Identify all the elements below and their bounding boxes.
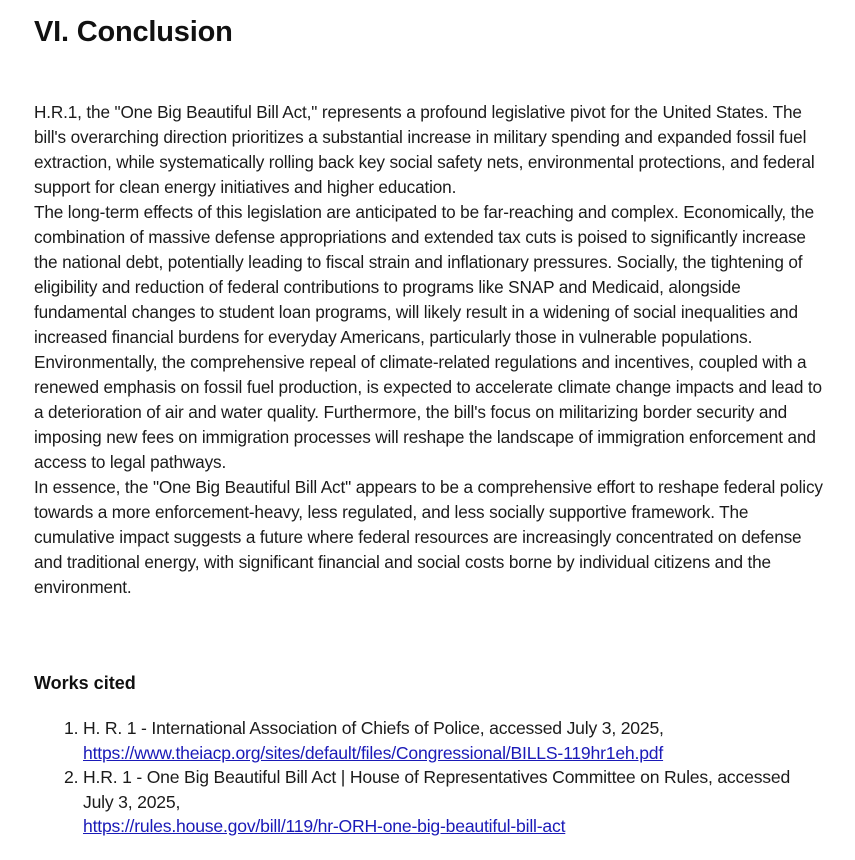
paragraph-3: In essence, the "One Big Beautiful Bill Act" appears to be a comprehensive effort to reshape federal policy towards a more enforcement-heavy, less regulated, and less socially supportive framework. The cumulative impact suggests a future where federal resources are increasingly concentrated on defense and traditional energy, with significant financial and social costs borne by individual citizens and the environment. (34, 477, 823, 597)
works-cited-heading: Works cited (34, 673, 136, 693)
citation-item (83, 765, 823, 839)
paragraph-2: The long-term effects of this legislation are anticipated to be far-reaching and complex. Economically, the combination of massive defense appropriations and extended tax cuts is poised to significantly increase the national debt, potentially leading to fiscal strain and inflationary pressures. Socially, the tightening of eligibility and reduction of federal contributions to programs like SNAP and Medicaid, alongside fundamental changes to student loan programs, will likely result in a widening of social inequalities and increased financial burdens for everyday Americans, particularly those in vulnerable populations. Environmentally, the comprehensive repeal of climate-related regulations and incentives, coupled with a renewed emphasis on fossil fuel production, is expected to accelerate climate change impacts and lead to a deterioration of air and water quality. Furthermore, the bill's focus on militarizing border security and imposing new fees on immigration processes will reshape the landscape of immigration enforcement and access to legal pathways. (34, 202, 822, 472)
citation-text: H. R. 1 - International Association of Chiefs of Police, accessed July 3, 2025, (83, 718, 664, 738)
conclusion-body (34, 100, 824, 600)
section-heading: VI. Conclusion (34, 16, 233, 48)
works-cited-list (34, 716, 823, 839)
citation-text: H.R. 1 - One Big Beautiful Bill Act | House of Representatives Committee on Rules, accessed July 3, 2025, (83, 767, 791, 812)
citation-link[interactable]: https://rules.house.gov/bill/119/hr-ORH-one-big-beautiful-bill-act (83, 816, 566, 836)
paragraph-1: H.R.1, the "One Big Beautiful Bill Act," represents a profound legislative pivot for the United States. The bill's overarching direction prioritizes a substantial increase in military spending and expanded fossil fuel extraction, while systematically rolling back key social safety nets, environmental protections, and federal support for clean energy initiatives and higher education. (34, 102, 815, 197)
citation-link[interactable]: https://www.theiacp.org/sites/default/files/Congressional/BILLS-119hr1eh.pdf (83, 742, 664, 763)
citation-item (83, 716, 823, 765)
